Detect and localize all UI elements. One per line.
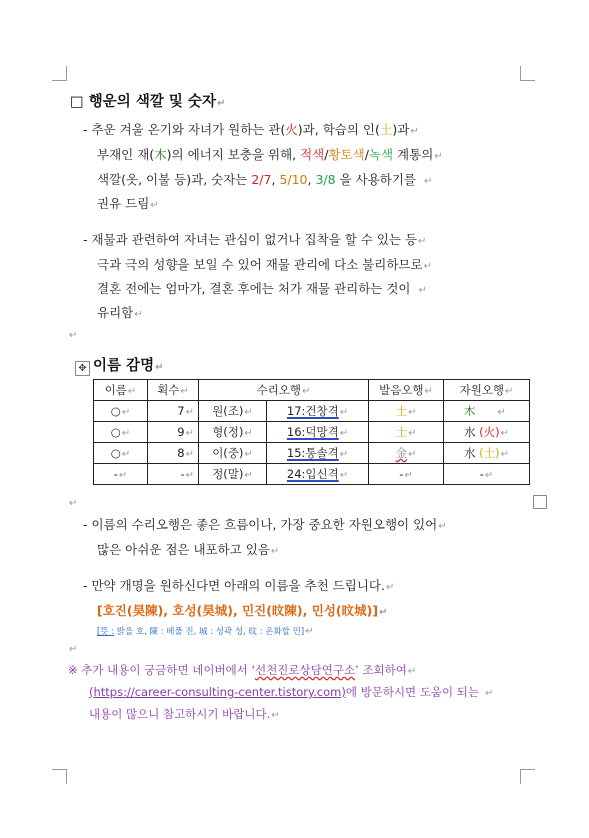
paragraph-mark: ↵ [424, 176, 433, 187]
text: 내용이 많으니 참고하시기 바랍니다. [89, 707, 271, 721]
table-row [94, 422, 530, 443]
header-name: 이름↵ [94, 380, 148, 401]
page-corner-mark [52, 66, 67, 81]
text: )과, 학습의 인( [297, 122, 380, 137]
cell-name: -↵ [94, 464, 148, 485]
institute-name: 선천진로상담연구소 [255, 663, 356, 677]
name-analysis-table [93, 379, 530, 485]
cell-strokes: -↵ [148, 464, 199, 485]
table-row [94, 464, 530, 485]
section-title-lucky [70, 90, 225, 111]
lucky-number-orange: 5/10 [279, 172, 308, 187]
text: 극과 극의 성향을 보일 수 있어 재물 관리에 다소 불리하므로 [97, 257, 423, 272]
cell-name: ○↵ [94, 443, 148, 464]
cell-source: -↵ [444, 464, 530, 485]
hanja-meanings [97, 625, 314, 637]
para2-line2 [97, 255, 432, 273]
section-title-name [93, 354, 163, 375]
earth-element: 土 [379, 122, 393, 137]
section-title-text: □ 행운의 색깔 및 숫자 [70, 94, 216, 110]
text: , [271, 172, 280, 187]
paragraph-mark: ↵ [155, 362, 164, 373]
cell-strokes: 8↵ [148, 443, 199, 464]
cell-char: 형(정)↵ [199, 422, 267, 443]
text: ’ 조회하여 [355, 663, 407, 677]
header-strokes: 획수↵ [148, 380, 199, 401]
paragraph-mark: ↵ [418, 236, 427, 247]
text: [뜻 : [97, 627, 115, 637]
para1-line2 [97, 145, 443, 163]
text: 색깔(옷, 이불 등)과, 숫자는 [97, 172, 252, 187]
paragraph-mark: ↵ [434, 151, 443, 162]
section-title-text: 이름 감명 [93, 358, 155, 374]
table-header-row [94, 380, 530, 401]
cell-name: ○↵ [94, 422, 148, 443]
paragraph-mark: ↵ [69, 644, 78, 655]
text: )의 에너지 보충을 위해, [166, 147, 301, 162]
cell-sound: 金↵ [369, 443, 444, 464]
cell-char: 원(조)↵ [199, 401, 267, 422]
cell-suri: 24:입신격↵ [267, 464, 369, 485]
color-red: 적색 [300, 147, 325, 162]
wood-element: 木 [154, 147, 167, 162]
cell-name: ○↵ [94, 401, 148, 422]
text: - 재물과 관련하여 자녀는 관심이 없거나 집착을 할 수 있는 등 [83, 232, 418, 247]
color-yellow-ochre: 황토색 [328, 147, 365, 162]
cell-char: 이(중)↵ [199, 443, 267, 464]
lucky-number-green: 3/8 [315, 172, 336, 187]
paragraph-mark: ↵ [69, 498, 78, 509]
para2-line4 [97, 303, 143, 321]
text: 유리함 [97, 305, 134, 320]
text: 밝을 호, 陳 : 베풀 진, 城 : 성곽 성, 旼 : 온화할 민] [114, 627, 305, 637]
header-source: 자원오행↵ [444, 380, 530, 401]
paragraph-mark: ↵ [407, 666, 417, 677]
text: - 추운 겨울 온기와 자녀가 원하는 관( [83, 122, 286, 137]
bullet1-line2 [97, 540, 279, 558]
color-green: 녹색 [368, 147, 394, 162]
cell-sound: 土↵ [369, 401, 444, 422]
paragraph-mark: ↵ [134, 309, 143, 320]
text: , [307, 172, 316, 187]
text: ※ 추가 내용이 궁금하면 네이버에서 ‘ [68, 663, 256, 677]
cell-suri: 15:통솔격↵ [267, 443, 369, 464]
note-line2 [89, 684, 493, 700]
text: 계통의 [393, 147, 434, 162]
lucky-number-red: 2/7 [251, 172, 272, 187]
page-corner-mark [52, 769, 67, 784]
text: - 만약 개명을 원하신다면 아래의 이름을 추천 드립니다. [83, 578, 385, 593]
note-line1 [68, 662, 416, 678]
para1-line3 [97, 170, 432, 188]
note-line3 [89, 706, 280, 722]
paragraph-mark: ↵ [410, 126, 419, 137]
text: / [324, 147, 329, 162]
paragraph-mark: ↵ [69, 330, 78, 341]
paragraph-mark: ↵ [438, 521, 447, 532]
paragraph-mark: ↵ [485, 688, 494, 699]
text: / [364, 147, 369, 162]
paragraph-mark: ↵ [385, 582, 395, 593]
text: 결혼 전에는 엄마가, 결혼 후에는 처가 재물 관리하는 것이 [97, 281, 411, 296]
paragraph-mark: ↵ [150, 200, 159, 211]
para2-line1 [83, 230, 426, 248]
cell-char: 정(말)↵ [199, 464, 267, 485]
cell-strokes: 7↵ [148, 401, 199, 422]
text: 권유 드림 [97, 196, 150, 211]
text: 에 방문하시면 도움이 되는 [345, 685, 480, 699]
cell-source: 木 ↵ [444, 401, 530, 422]
para1-line4 [97, 194, 159, 212]
paragraph-mark: ↵ [216, 98, 226, 109]
cell-strokes: 9↵ [148, 422, 199, 443]
cell-suri: 16:덕망격↵ [267, 422, 369, 443]
cell-source: 水 (土)↵ [444, 443, 530, 464]
para2-line3 [97, 279, 427, 297]
paragraph-mark: ↵ [423, 261, 432, 272]
bullet1-line1 [83, 515, 447, 533]
empty-paragraph [68, 494, 77, 509]
recommended-names [97, 601, 387, 619]
text: 을 사용하기를 [335, 172, 416, 187]
header-suri: 수리오행↵ [199, 380, 369, 401]
cell-source: 水 (火)↵ [444, 422, 530, 443]
paragraph-mark: ↵ [418, 285, 427, 296]
text: [호진(昊陳), 호성(昊城), 민진(旼陳), 민성(旼城)] [97, 603, 379, 618]
fire-element: 火 [285, 122, 298, 137]
text: - 이름의 수리오행은 좋은 흐름이나, 가장 중요한 자원오행이 있어 [83, 517, 438, 532]
text: 많은 아쉬운 점은 내포하고 있음 [97, 542, 270, 557]
empty-paragraph [68, 640, 77, 655]
page-corner-mark [520, 66, 535, 81]
paragraph-mark: ↵ [271, 710, 280, 721]
table-row [94, 443, 530, 464]
table-row [94, 401, 530, 422]
cell-sound: 土↵ [369, 422, 444, 443]
header-sound: 발음오행↵ [369, 380, 444, 401]
table-resize-handle[interactable] [533, 495, 547, 509]
bullet2-line1 [83, 576, 394, 594]
para1-line1 [83, 120, 419, 138]
text: 부재인 재( [97, 147, 155, 162]
table-move-handle[interactable]: ✥ [75, 361, 90, 376]
blog-link[interactable]: (https://career-consulting-center.tistory.com) [89, 685, 346, 699]
paragraph-mark: ↵ [270, 546, 280, 557]
paragraph-mark: ↵ [305, 626, 314, 637]
empty-paragraph [68, 326, 77, 341]
cell-sound: -↵ [369, 464, 444, 485]
page-corner-mark [520, 769, 535, 784]
cell-suri: 17:건창격↵ [267, 401, 369, 422]
text: )과 [392, 122, 410, 137]
paragraph-mark: ↵ [379, 607, 388, 618]
